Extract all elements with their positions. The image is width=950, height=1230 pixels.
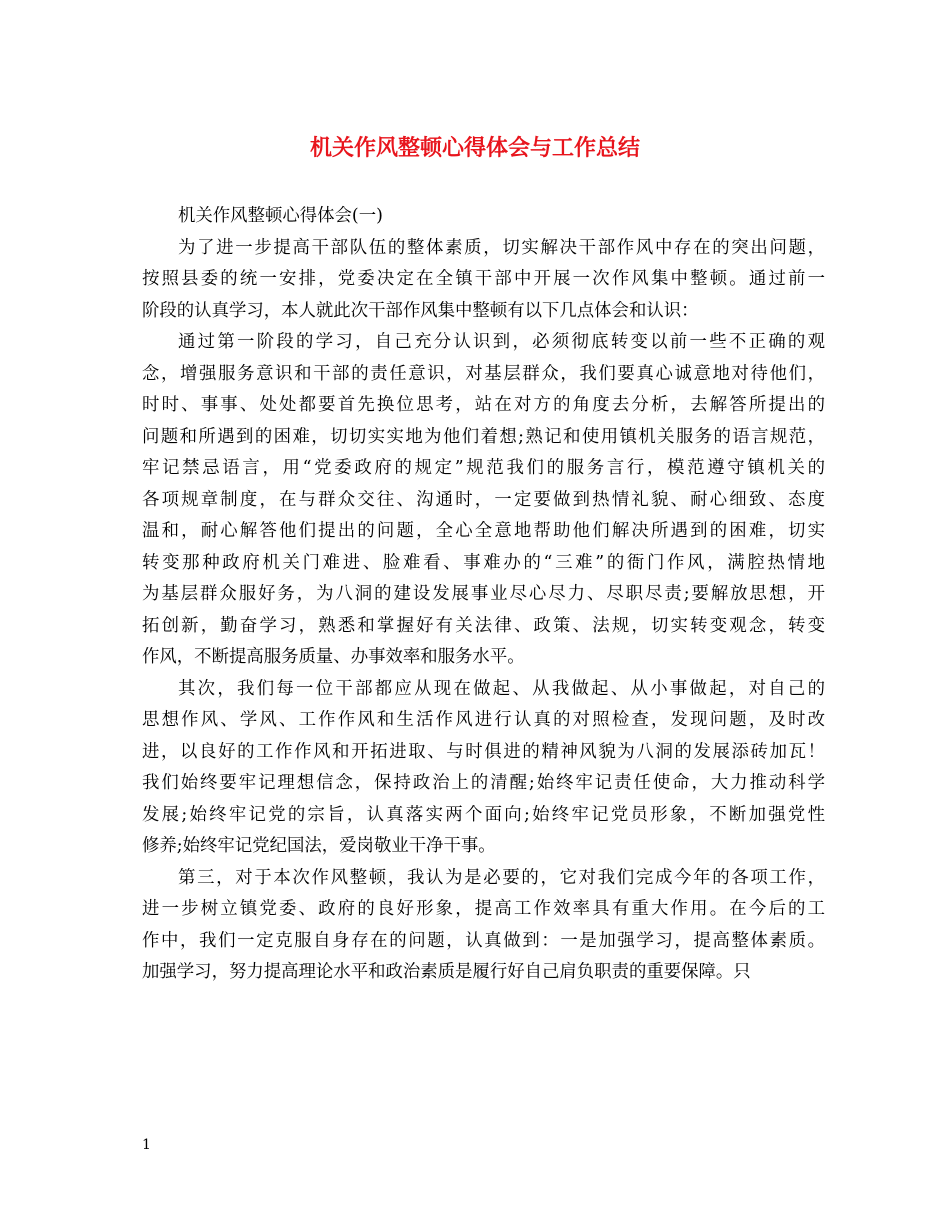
paragraph-line: 作中，我们一定克服自身存在的问题，认真做到：一是加强学习，提高整体素质。 xyxy=(142,930,825,951)
paragraph-line: 我们始终要牢记理想信念，保持政治上的清醒;始终牢记责任使命，大力推动科学 xyxy=(142,773,825,793)
paragraph-line: 各项规章制度，在与群众交往、沟通时，一定要做到热情礼貌、耐心细致、态度 xyxy=(142,489,825,510)
paragraph-line: 为了进一步提高干部队伍的整体素质，切实解决干部作风中存在的突出问题， xyxy=(178,237,825,258)
paragraph-line: 阶段的认真学习，本人就此次干部作风集中整顿有以下几点体会和认识： xyxy=(142,300,699,321)
paragraph-line: 发展;始终牢记党的宗旨，认真落实两个面向;始终牢记党员形象，不断加强党性 xyxy=(142,804,825,825)
paragraph-line: 思想作风、学风、工作作风和生活作风进行认真的对照检查，发现问题，及时改 xyxy=(142,710,825,730)
paragraph-line: 念，增强服务意识和干部的责任意识，对基层群众，我们要真心诚意地对待他们， xyxy=(142,363,825,384)
document-title: 机关作风整顿心得体会与工作总结 xyxy=(309,135,640,161)
document-body xyxy=(142,201,825,989)
paragraph-line: 时时、事事、处处都要首先换位思考，站在对方的角度去分析，去解答所提出的 xyxy=(142,395,825,415)
paragraph-line: 进一步树立镇党委、政府的良好形象，提高工作效率具有重大作用。在今后的工 xyxy=(142,899,825,919)
paragraph xyxy=(142,327,825,674)
paragraph-line: 作风，不断提高服务质量、办事效率和服务水平。 xyxy=(142,647,525,667)
paragraph-line: 进，以良好的工作作风和开拓进取、与时俱进的精神风貌为八洞的发展添砖加瓦！ xyxy=(142,741,825,762)
paragraph xyxy=(142,674,825,863)
page-number: 1 xyxy=(142,1137,151,1153)
section-heading: 机关作风整顿心得体会(一) xyxy=(178,206,383,226)
paragraph-line: 按照县委的统一安排，党委决定在全镇干部中开展一次作风集中整顿。通过前一 xyxy=(142,269,825,289)
paragraph-line: 加强学习，努力提高理论水平和政治素质是履行好自己肩负职责的重要保障。只 xyxy=(142,962,751,982)
paragraph-line: 牢记禁忌语言，用“党委政府的规定”规范我们的服务言行，模范遵守镇机关的 xyxy=(142,458,825,478)
paragraph-line: 转变那种政府机关门难进、脸难看、事难办的“三难”的衙门作风，满腔热情地 xyxy=(142,552,825,573)
paragraph xyxy=(142,863,825,989)
paragraph xyxy=(142,233,825,328)
paragraph-line: 问题和所遇到的困难，切切实实地为他们着想;熟记和使用镇机关服务的语言规范， xyxy=(142,426,825,447)
paragraph-line: 其次，我们每一位干部都应从现在做起、从我做起、从小事做起，对自己的 xyxy=(178,678,825,699)
paragraph-line: 通过第一阶段的学习，自己充分认识到，必须彻底转变以前一些不正确的观 xyxy=(178,332,825,352)
paragraph-line: 为基层群众服好务，为八洞的建设发展事业尽心尽力、尽职尽责;要解放思想，开 xyxy=(142,584,825,604)
paragraph-line: 拓创新，勤奋学习，熟悉和掌握好有关法律、政策、法规，切实转变观念，转变 xyxy=(142,615,825,636)
paragraph-line: 修养;始终牢记党纪国法，爱岗敬业干净干事。 xyxy=(142,836,496,856)
paragraph-line: 第三，对于本次作风整顿，我认为是必要的，它对我们完成今年的各项工作， xyxy=(178,867,825,888)
paragraph-list xyxy=(142,233,825,989)
paragraph-line: 温和，耐心解答他们提出的问题，全心全意地帮助他们解决所遇到的困难，切实 xyxy=(142,521,825,541)
